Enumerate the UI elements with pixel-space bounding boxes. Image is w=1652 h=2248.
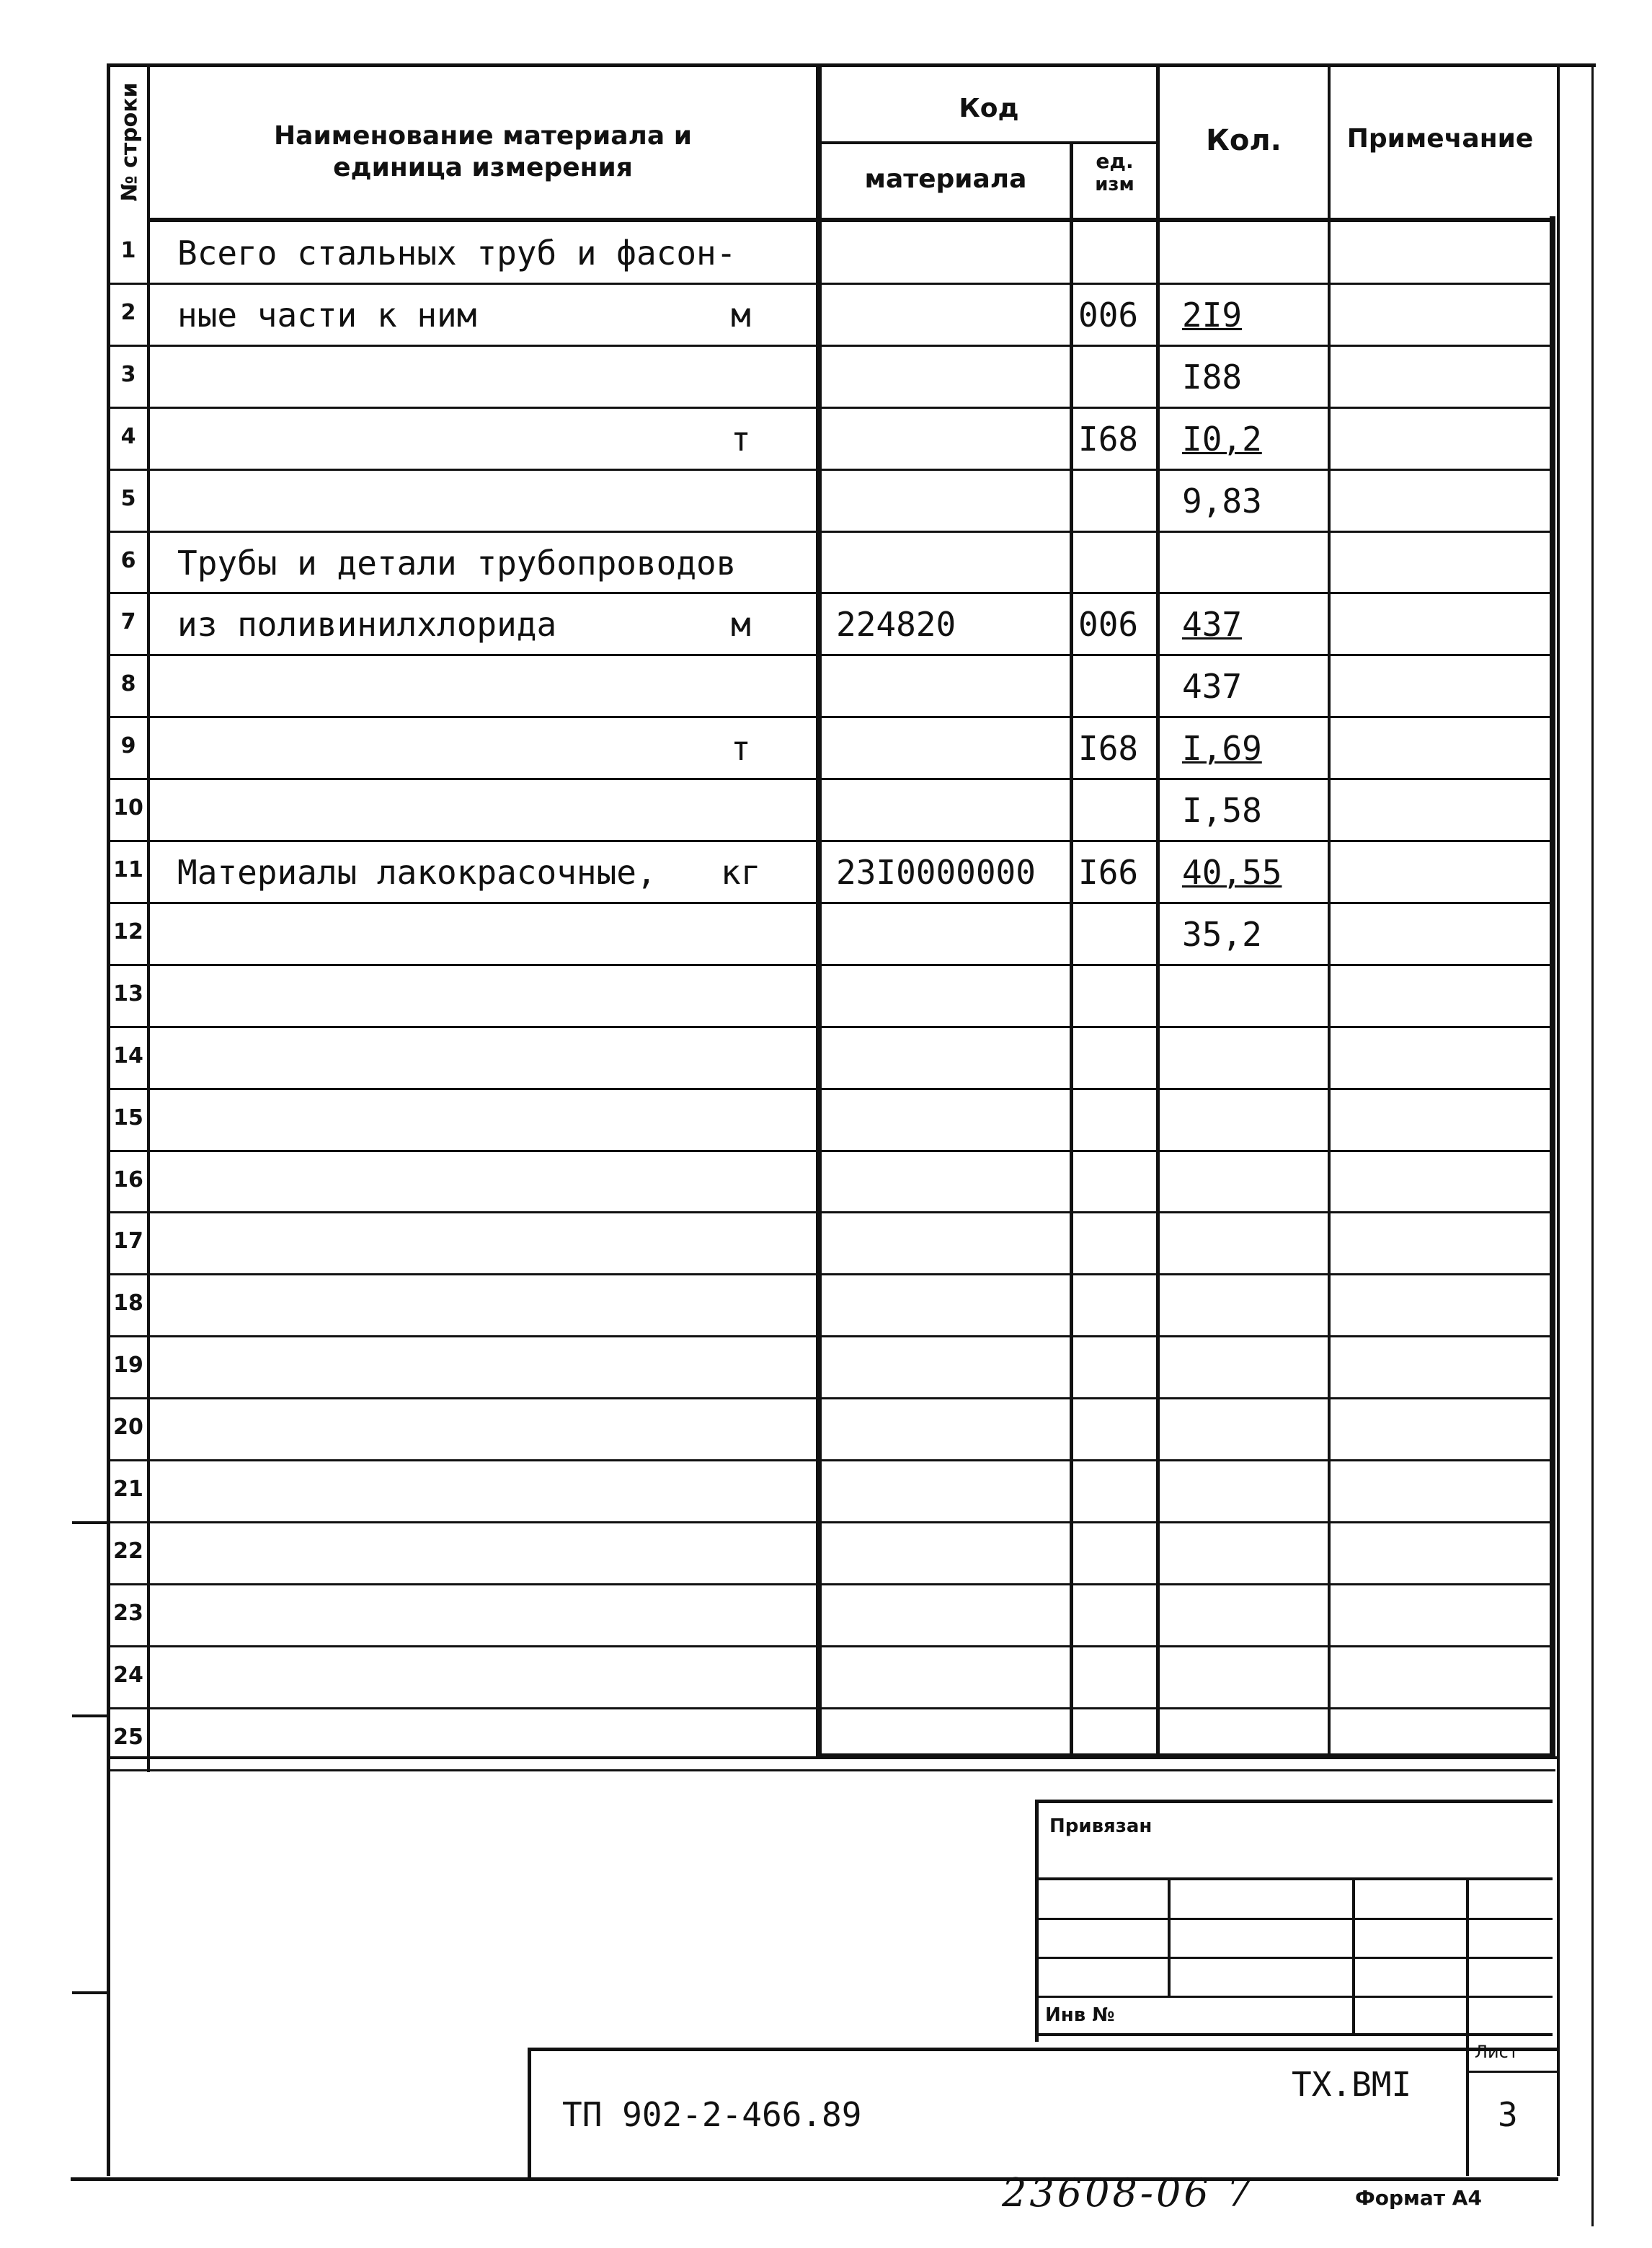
row-separator — [108, 778, 1555, 780]
row-separator — [108, 716, 1555, 718]
priv-grid-v2 — [1352, 1877, 1355, 2036]
margin-tick-1 — [72, 1521, 108, 1524]
header-code: Код — [959, 94, 1019, 123]
row-separator — [108, 1273, 1555, 1275]
frame-right — [1557, 63, 1560, 2176]
sheet-label: Лист — [1475, 2042, 1519, 2062]
cell-quantity: 40,55 — [1182, 853, 1282, 892]
col-sep-unit — [1070, 141, 1073, 1758]
cell-name: Трубы и детали трубопроводов — [177, 544, 737, 583]
row-separator — [108, 1707, 1555, 1709]
frame-bottom — [71, 2177, 1558, 2181]
header-row-no: № строки — [117, 82, 143, 202]
sheet-number: 3 — [1498, 2095, 1518, 2134]
row-number: 14 — [113, 1043, 143, 1068]
header-material: материала — [864, 164, 1027, 194]
cell-quantity: I0,2 — [1182, 420, 1262, 459]
handwritten-inventory: 23608-06 7 — [1002, 2170, 1255, 2216]
row-number: 15 — [113, 1105, 143, 1130]
row-number: 11 — [113, 857, 143, 882]
cell-quantity: 437 — [1182, 667, 1243, 706]
margin-tick-3 — [72, 1991, 108, 1994]
priv-grid-h4 — [1036, 2033, 1553, 2036]
row-separator — [108, 1088, 1555, 1090]
cell-unit-abbrev: т — [731, 729, 751, 768]
stamp-left — [528, 2048, 531, 2177]
row-number: 2 — [120, 300, 136, 325]
sheet-label-divider — [1466, 2071, 1557, 2073]
row-number: 8 — [120, 671, 136, 696]
cell-quantity: I,69 — [1182, 729, 1262, 768]
row-separator — [108, 840, 1555, 842]
row-separator — [108, 964, 1555, 966]
sheet-code: ТХ.ВМI — [1292, 2065, 1412, 2104]
priv-grid-v3 — [1466, 1877, 1469, 2176]
header-note: Примечание — [1346, 124, 1534, 154]
col-sep-rownum — [147, 63, 150, 1772]
cell-name: из поливинилхлорида — [177, 605, 557, 644]
header-code-divider — [819, 141, 1158, 144]
cell-name: ные части к ним — [177, 296, 477, 335]
row-number: 24 — [113, 1663, 143, 1688]
row-separator — [108, 1397, 1555, 1399]
cell-unit-code: I68 — [1078, 729, 1139, 768]
cell-quantity: 9,83 — [1182, 482, 1262, 521]
priv-box-top — [1036, 1800, 1553, 1803]
cell-name: Материалы лакокрасочные, — [177, 853, 657, 892]
cell-unit-code: I68 — [1078, 420, 1139, 459]
priv-grid-h2 — [1036, 1957, 1553, 1959]
row-number: 23 — [113, 1601, 143, 1626]
row-separator — [108, 1645, 1555, 1647]
priv-grid-v1 — [1168, 1877, 1171, 1996]
margin-tick-2 — [72, 1714, 108, 1717]
row-separator — [108, 1583, 1555, 1585]
row-separator — [108, 531, 1555, 533]
row-number: 4 — [120, 424, 136, 449]
col-sep-note — [1328, 63, 1331, 1758]
priv-box-left — [1035, 1800, 1039, 2042]
stamp-top — [528, 2048, 1558, 2051]
cell-unit-code: 006 — [1078, 296, 1139, 335]
row-number: 1 — [120, 238, 136, 263]
frame-top — [108, 63, 1596, 67]
row-separator — [108, 1521, 1555, 1523]
col-sep-right — [1550, 216, 1555, 1756]
row-number: 12 — [113, 919, 143, 944]
row-separator — [108, 592, 1555, 594]
row-separator — [108, 283, 1555, 285]
row-separator — [108, 345, 1555, 347]
row-number: 17 — [113, 1229, 143, 1254]
row-number: 7 — [120, 609, 136, 634]
priv-grid-h1 — [1036, 1918, 1553, 1920]
row-separator — [108, 1769, 1555, 1771]
row-separator — [108, 654, 1555, 656]
cell-quantity: 437 — [1182, 605, 1243, 644]
cell-unit-code: I66 — [1078, 853, 1139, 892]
row-number: 22 — [113, 1539, 143, 1564]
frame-outer-right — [1591, 63, 1594, 2226]
row-number: 25 — [113, 1725, 143, 1750]
header-name-line2: единица измерения — [333, 153, 633, 182]
cell-material-code: 23I0000000 — [836, 853, 1036, 892]
cell-material-code: 224820 — [836, 605, 956, 644]
inv-number-label: Инв № — [1045, 2004, 1115, 2026]
row-number: 9 — [120, 733, 136, 758]
row-separator — [108, 469, 1555, 471]
cell-quantity: I,58 — [1182, 791, 1262, 830]
row-number: 3 — [120, 362, 136, 387]
row-number: 18 — [113, 1291, 143, 1316]
row-number: 19 — [113, 1353, 143, 1378]
row-separator — [108, 1026, 1555, 1028]
row-separator — [108, 1335, 1555, 1337]
cell-unit-code: 006 — [1078, 605, 1139, 644]
row-separator — [108, 902, 1555, 904]
row-number: 10 — [113, 795, 143, 820]
col-sep-material — [816, 63, 822, 1758]
row-number: 13 — [113, 981, 143, 1006]
format-label: Формат А4 — [1355, 2186, 1482, 2210]
header-unit-line2: изм — [1095, 174, 1134, 195]
cell-name: Всего стальных труб и фасон- — [177, 234, 737, 273]
cell-unit-abbrev: м — [731, 296, 751, 335]
row-number: 20 — [113, 1415, 143, 1440]
header-unit-line1: ед. — [1096, 149, 1134, 173]
row-separator — [108, 407, 1555, 409]
row-separator — [108, 1459, 1555, 1461]
row-number: 21 — [113, 1477, 143, 1502]
cell-unit-abbrev: т — [731, 420, 751, 459]
col-sep-qty — [1156, 63, 1160, 1758]
cell-quantity: 2I9 — [1182, 296, 1243, 335]
header-bottom — [147, 218, 1553, 222]
cell-quantity: I88 — [1182, 358, 1243, 397]
row-number: 16 — [113, 1167, 143, 1192]
document-number: ТП 902-2-466.89 — [562, 2095, 862, 2134]
cell-unit-abbrev: м — [731, 605, 751, 644]
header-qty: Кол. — [1206, 124, 1282, 157]
priv-box-under-title — [1036, 1877, 1553, 1880]
privyazan-label: Привязан — [1049, 1815, 1153, 1837]
cell-unit-abbrev: кг — [721, 853, 761, 892]
row-separator — [108, 1211, 1555, 1213]
row-number: 6 — [120, 548, 136, 573]
row-number: 5 — [120, 486, 136, 511]
priv-grid-h3 — [1036, 1996, 1553, 1998]
cell-quantity: 35,2 — [1182, 915, 1262, 954]
header-name-line1: Наименование материала и — [274, 121, 692, 151]
block-top — [108, 1756, 1560, 1759]
row-separator — [108, 1150, 1555, 1152]
